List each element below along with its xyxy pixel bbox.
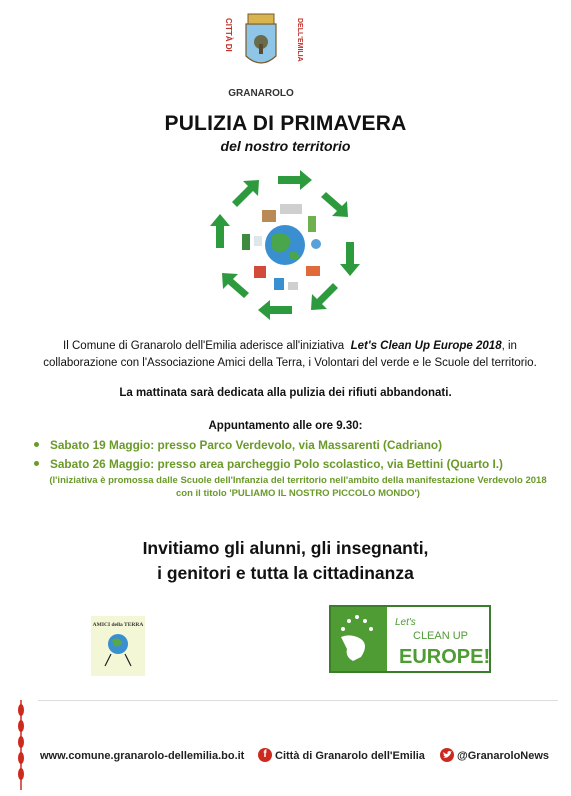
appointment-heading: Appuntamento alle ore 9.30: [208,420,363,432]
event-item [34,457,503,471]
recycling-globe-illustration [208,170,362,320]
amici-logo-text: AMICI della TERRA [92,622,144,628]
amici-della-terra-logo [91,616,145,676]
facebook-link[interactable]: Città di Granarolo dell'Emilia [275,750,425,762]
bullet-icon [34,442,39,447]
invite-line-2: i genitori e tutta la cittadinanza [157,563,414,583]
clean-up-text: CLEAN UP [413,630,469,642]
initiative-name: Let's Clean Up Europe 2018 [350,340,502,352]
page-subtitle: del nostro territorio [220,138,351,154]
lets-text: Let's [395,617,416,628]
crest-right-text: DELL'EMILIA [296,18,303,62]
invitation [0,536,571,586]
europe-text: EUROPE! [399,646,489,668]
crest-left-text: CITTÀ DI [224,18,233,52]
intro-part2: , in collaborazione con l'Associazione Amici della Terra, i Volontari del verde e le Scuole del territorio. [43,340,537,369]
website-link[interactable]: www.comune.granarolo-dellemilia.bo.it [40,750,245,762]
event-text: Sabato 19 Maggio: presso Parco Verdevolo, via Massarenti (Cadriano) [50,438,443,452]
bullet-icon [34,461,39,466]
page-title: PULIZIA DI PRIMAVERA [164,112,407,135]
morning-statement: La mattinata sarà dedicata alla pulizia dei rifiuti abbandonati. [119,387,452,399]
footer-wheat-decoration [10,700,32,790]
twitter-link[interactable]: @GranaroloNews [457,750,550,762]
intro-paragraph [40,338,540,372]
lets-clean-up-europe-logo [329,605,491,673]
twitter-icon[interactable] [440,748,454,762]
invite-line-1: Invitiamo gli alunni, gli insegnanti, [142,538,429,558]
facebook-icon[interactable]: f [258,748,272,762]
granarolo-crest-logo [218,8,304,100]
footer-divider [38,700,558,701]
initiative-note: (l'iniziativa è promossa dalle Scuole dell'Infanzia del territorio nell'ambito della manifestazione Verdevolo 2018 con il titolo 'PULIAMO IL NOSTRO PICCOLO MONDO') [49,475,547,499]
event-item [34,438,442,452]
intro-part1: Il Comune di Granarolo dell'Emilia aderisce all'iniziativa [63,340,345,352]
event-text: Sabato 26 Maggio: presso area parcheggio Polo scolastico, via Bettini (Quarto I.) [50,457,503,471]
crest-bottom-text: GRANAROLO [228,88,294,99]
